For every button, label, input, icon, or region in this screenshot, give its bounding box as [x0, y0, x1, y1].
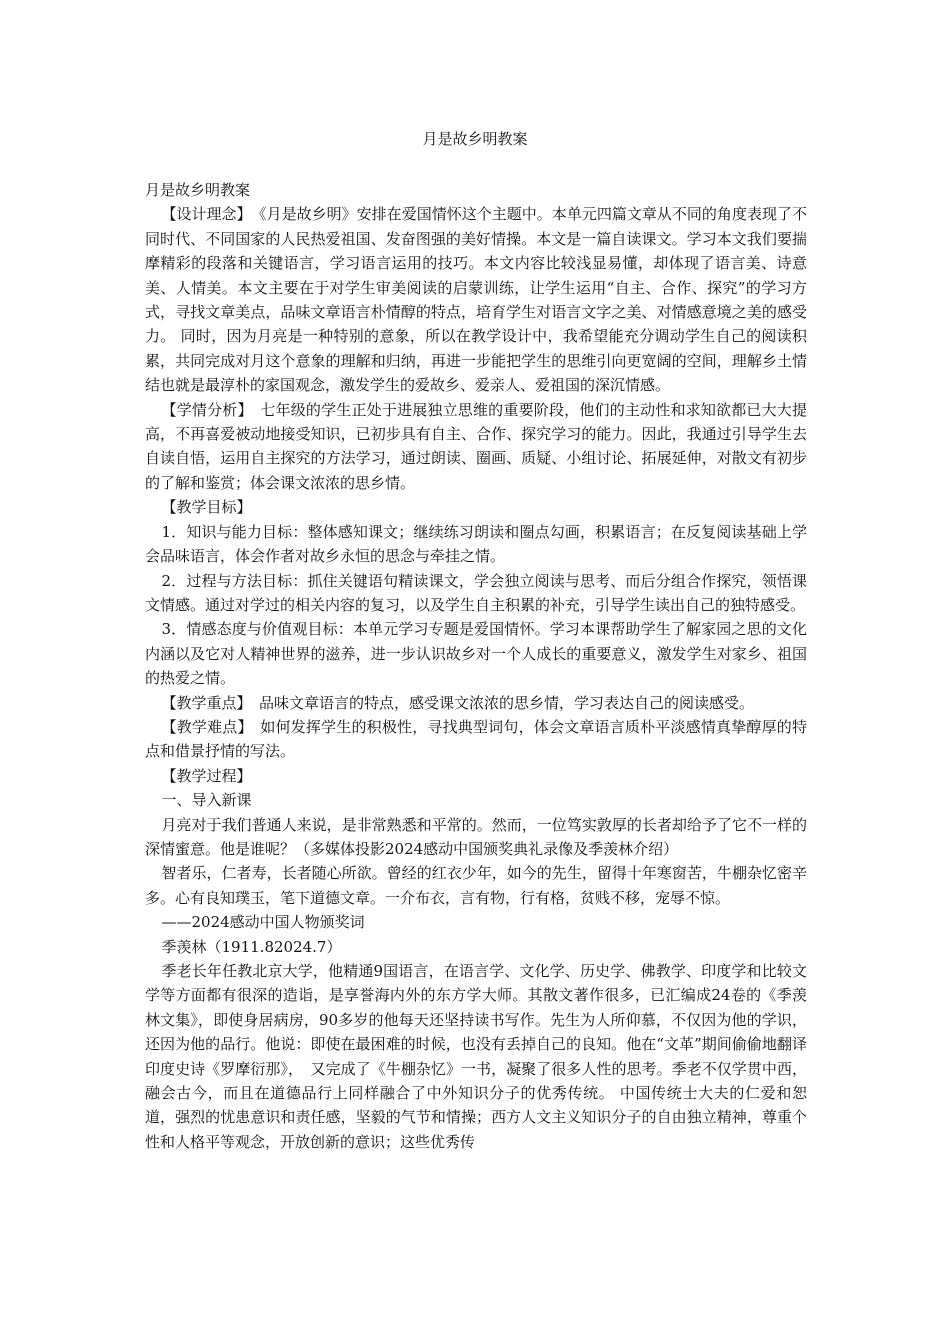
subtitle-paragraph: 月是故乡明教案: [145, 181, 251, 199]
page-title: 月是故乡明教案: [422, 130, 528, 148]
process-heading: 【教学过程】: [161, 766, 252, 785]
document-body: [145, 178, 807, 1154]
key-points-paragraph: 【教学重点】 品味文章语言的特点，感受课文浓浓的思乡情，学习表达自己的阅读感受。: [161, 693, 755, 712]
goal-1-paragraph: 1．知识与能力目标：整体感知课文；继续练习朗读和圈点勾画，积累语言；在反复阅读基础上学会品味语言，体会作者对故乡永恒的思念与牵挂之情。: [145, 522, 807, 566]
goal-3-paragraph: 3．情感态度与价值观目标：本单元学习专题是爱国情怀。学习本课帮助学生了解家园之思的文化内涵以及它对人精神世界的滋养，进一步认识故乡对一个人成长的重要意义，激发学生对家乡、祖国的热爱之情。: [145, 620, 807, 688]
section-1-heading: 一、导入新课: [161, 791, 252, 810]
difficulties-paragraph: 【教学难点】 如何发挥学生的积极性，寻找典型词句，体会文章语言质朴平淡感情真挚醇厚的特点和借景抒情的写法。: [145, 717, 807, 761]
design-concept-paragraph: 【设计理念】 《月是故乡明》安排在爱国情怀这个主题中。本单元四篇文章从不同的角度表现了不同时代、不同国家的人民热爱祖国、发奋图强的美好情操。本文是一篇自读课文。学习本文我们要揣摩精彩的段落和关键语言，学习语言运用的技巧。本文内容比较浅显易懂，却体现了语言美、诗意美、人情美。本文主要在于对学生审美阅读的启蒙训练，让学生运用“自主、合作、探究”的学习方式，寻找文章美点，品味文章语言朴情醇的特点，培育学生对语言文字之美、对情感意境之美的感受力。 同时，因为月亮是一种特别的意象，所以在教学设计中，我希望能充分调动学生自己的阅读积累，共同完成对月这个意象的理解和归纳，再进一步能把学生的思维引向更宽阔的空间，理解乡土情结也就是最淳朴的家国观念，激发学生的爱故乡、爱亲人、爱祖国的深沉情感。: [145, 205, 807, 395]
teaching-goals-heading: 【教学目标】: [161, 498, 252, 517]
award-citation-paragraph: 智者乐，仁者寿，长者随心所欲。曾经的红衣少年，如今的先生，留得十年寒窗苦，牛棚杂忆密辛多。心有良知璞玉，笔下道德文章。一介布衣，言有物，行有格，贫贱不移，宠辱不惊。: [145, 864, 807, 907]
author-bio-paragraph: 季老长年任教北京大学，他精通9国语言，在语言学、文化学、历史学、佛教学、印度学和比较文学等方面都有很深的造诣，是享誉海内外的东方学大师。其散文著作很多，已汇编成24卷的《季羡林文集》，即使身居病房，90多岁的他每天还坚持读书写作。先生为人所仰慕，不仅因为他的学识，还因为他的品行。他说：即使在最困难的时候，也没有丢掉自己的良知。他在“文革”期间偷偷地翻译印度史诗《罗摩衍那》， 又完成了《牛棚杂忆》一书，凝聚了很多人性的思考。季老不仅学贯中西，融会古今，而且在道德品行上同样融合了中外知识分子的优秀传统。 中国传统士大夫的仁爱和恕道，强烈的忧患意识和责任感，坚毅的气节和情操；西方人文主义知识分子的自由独立精神，尊重个性和人格平等观念，开放创新的意识；这些优秀传: [145, 962, 807, 1151]
author-name-line: 季羡林（1911.82024.7）: [161, 937, 342, 956]
student-analysis-paragraph: 【学情分析】 七年级的学生正处于进展独立思维的重要阶段，他们的主动性和求知欲都已大大提高，不再喜爱被动地接受知识，已初步具有自主、合作、探究学习的能力。因此，我通过引导学生去自读自悟，运用自主探究的方法学习，通过朗读、圈画、质疑、小组讨论、拓展延伸，对散文有初步的了解和鉴赏；体会课文浓浓的思乡情。: [145, 400, 807, 492]
award-citation-source: ——2024感动中国人物颁奖词: [161, 913, 365, 932]
intro-paragraph: 月亮对于我们普通人来说，是非常熟悉和平常的。然而，一位笃实敦厚的长者却给予了它不一样的深情蜜意。他是谁呢？（多媒体投影2024感动中国颁奖典礼录像及季羡林介绍）: [145, 815, 807, 858]
goal-2-paragraph: 2．过程与方法目标：抓住关键语句精读课文，学会独立阅读与思考、而后分组合作探究，领悟课文情感。通过对学过的相关内容的复习，以及学生自主积累的补充，引导学生读出自己的独特感受。: [145, 571, 807, 614]
